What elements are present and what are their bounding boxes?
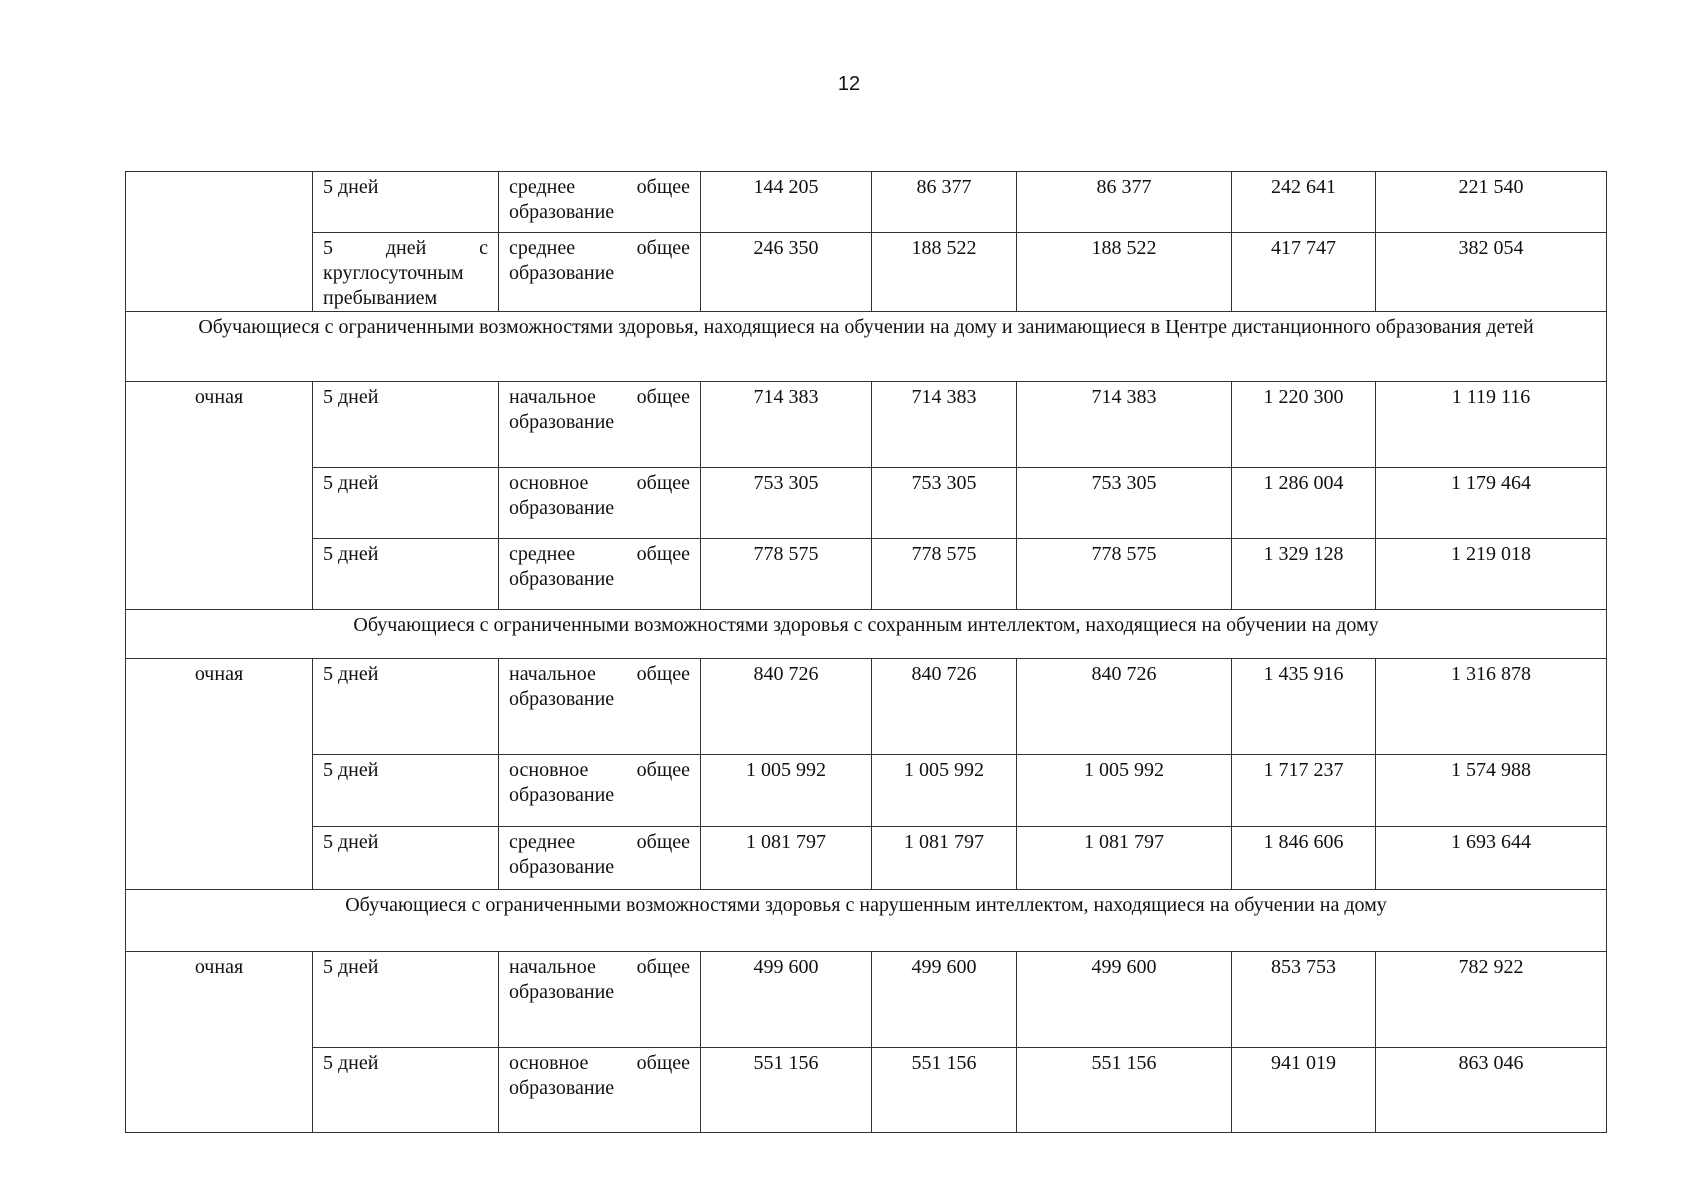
education-level-cell: начальное общее образование bbox=[499, 382, 701, 468]
section-title: Обучающиеся с ограниченными возможностями здоровья, находящиеся на обучении на дому и занимающиеся в Центре дистанционного образования детей bbox=[126, 312, 1607, 382]
value-cell: 188 522 bbox=[1017, 233, 1232, 312]
table-row bbox=[126, 172, 1607, 233]
value-cell: 941 019 bbox=[1232, 1048, 1376, 1133]
value-cell: 144 205 bbox=[701, 172, 872, 233]
days-cell: 5 дней bbox=[313, 659, 499, 755]
value-cell: 1 846 606 bbox=[1232, 827, 1376, 890]
value-cell: 188 522 bbox=[872, 233, 1017, 312]
value-cell: 499 600 bbox=[1017, 952, 1232, 1048]
education-level-cell: среднее общее образование bbox=[499, 233, 701, 312]
table-row bbox=[126, 755, 1607, 827]
value-cell: 840 726 bbox=[1017, 659, 1232, 755]
value-cell: 1 005 992 bbox=[701, 755, 872, 827]
value-cell: 863 046 bbox=[1376, 1048, 1607, 1133]
value-cell: 1 081 797 bbox=[701, 827, 872, 890]
value-cell: 778 575 bbox=[701, 539, 872, 610]
days-cell: 5 дней bbox=[313, 755, 499, 827]
value-cell: 221 540 bbox=[1376, 172, 1607, 233]
education-level-cell: основное общее образование bbox=[499, 1048, 701, 1133]
table-row bbox=[126, 827, 1607, 890]
days-cell: 5 дней bbox=[313, 468, 499, 539]
days-cell: 5 дней bbox=[313, 827, 499, 890]
form-cell-empty bbox=[126, 172, 313, 312]
section-header-row bbox=[126, 890, 1607, 952]
value-cell: 753 305 bbox=[872, 468, 1017, 539]
value-cell: 242 641 bbox=[1232, 172, 1376, 233]
value-cell: 1 081 797 bbox=[872, 827, 1017, 890]
education-level-cell: начальное общее образование bbox=[499, 659, 701, 755]
days-cell: 5 дней bbox=[313, 1048, 499, 1133]
education-level-cell: среднее общее образование bbox=[499, 827, 701, 890]
value-cell: 753 305 bbox=[1017, 468, 1232, 539]
value-cell: 1 316 878 bbox=[1376, 659, 1607, 755]
education-level-cell: среднее общее образование bbox=[499, 539, 701, 610]
value-cell: 86 377 bbox=[872, 172, 1017, 233]
section-header-row bbox=[126, 312, 1607, 382]
education-level-cell: среднее общее образование bbox=[499, 172, 701, 233]
education-level-cell: основное общее образование bbox=[499, 468, 701, 539]
education-level-cell: основное общее образование bbox=[499, 755, 701, 827]
value-cell: 551 156 bbox=[701, 1048, 872, 1133]
value-cell: 1 005 992 bbox=[1017, 755, 1232, 827]
study-form-cell: очная bbox=[126, 952, 313, 1133]
value-cell: 714 383 bbox=[701, 382, 872, 468]
value-cell: 86 377 bbox=[1017, 172, 1232, 233]
value-cell: 1 119 116 bbox=[1376, 382, 1607, 468]
value-cell: 1 081 797 bbox=[1017, 827, 1232, 890]
value-cell: 499 600 bbox=[872, 952, 1017, 1048]
days-cell: 5 дней с круглосуточным пребыванием bbox=[313, 233, 499, 312]
table-row bbox=[126, 952, 1607, 1048]
value-cell: 551 156 bbox=[1017, 1048, 1232, 1133]
value-cell: 753 305 bbox=[701, 468, 872, 539]
days-cell: 5 дней bbox=[313, 172, 499, 233]
value-cell: 417 747 bbox=[1232, 233, 1376, 312]
value-cell: 1 329 128 bbox=[1232, 539, 1376, 610]
value-cell: 1 219 018 bbox=[1376, 539, 1607, 610]
section-header-row bbox=[126, 610, 1607, 659]
table-row bbox=[126, 539, 1607, 610]
section-title: Обучающиеся с ограниченными возможностями здоровья с нарушенным интеллектом, находящиеся на обучении на дому bbox=[126, 890, 1607, 952]
days-cell: 5 дней bbox=[313, 382, 499, 468]
table-row bbox=[126, 382, 1607, 468]
value-cell: 782 922 bbox=[1376, 952, 1607, 1048]
value-cell: 778 575 bbox=[1017, 539, 1232, 610]
section-title: Обучающиеся с ограниченными возможностями здоровья с сохранным интеллектом, находящиеся на обучении на дому bbox=[126, 610, 1607, 659]
value-cell: 551 156 bbox=[872, 1048, 1017, 1133]
study-form-cell: очная bbox=[126, 382, 313, 610]
value-cell: 714 383 bbox=[1017, 382, 1232, 468]
value-cell: 1 286 004 bbox=[1232, 468, 1376, 539]
value-cell: 246 350 bbox=[701, 233, 872, 312]
days-cell: 5 дней bbox=[313, 539, 499, 610]
value-cell: 1 220 300 bbox=[1232, 382, 1376, 468]
value-cell: 1 005 992 bbox=[872, 755, 1017, 827]
table-row bbox=[126, 233, 1607, 312]
value-cell: 1 179 464 bbox=[1376, 468, 1607, 539]
value-cell: 1 717 237 bbox=[1232, 755, 1376, 827]
education-level-cell: начальное общее образование bbox=[499, 952, 701, 1048]
value-cell: 499 600 bbox=[701, 952, 872, 1048]
value-cell: 1 435 916 bbox=[1232, 659, 1376, 755]
table-row bbox=[126, 1048, 1607, 1133]
cost-table bbox=[125, 171, 1607, 1133]
value-cell: 714 383 bbox=[872, 382, 1017, 468]
value-cell: 1 693 644 bbox=[1376, 827, 1607, 890]
value-cell: 778 575 bbox=[872, 539, 1017, 610]
value-cell: 840 726 bbox=[701, 659, 872, 755]
value-cell: 1 574 988 bbox=[1376, 755, 1607, 827]
study-form-cell: очная bbox=[126, 659, 313, 890]
value-cell: 840 726 bbox=[872, 659, 1017, 755]
value-cell: 382 054 bbox=[1376, 233, 1607, 312]
value-cell: 853 753 bbox=[1232, 952, 1376, 1048]
days-cell: 5 дней bbox=[313, 952, 499, 1048]
page-number: 12 bbox=[837, 73, 861, 95]
table-row bbox=[126, 659, 1607, 755]
table-row bbox=[126, 468, 1607, 539]
